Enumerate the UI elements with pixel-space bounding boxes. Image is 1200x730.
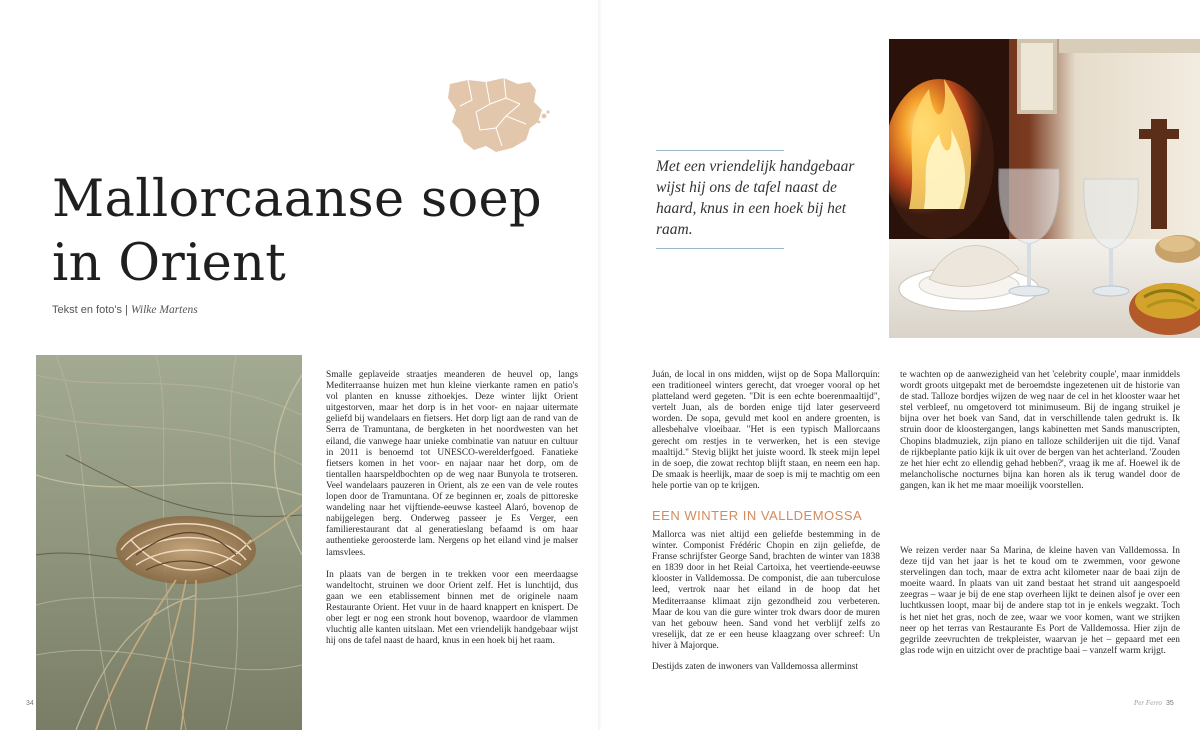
title-line-2: in Orient bbox=[52, 234, 287, 293]
fireplace-table-photo bbox=[889, 39, 1200, 338]
body-column-1 bbox=[326, 370, 578, 658]
paragraph: Mallorca was niet altijd een geliefde bestemming in de winter. Componist Frédéric Chopin en zijn geliefde, de Franse schrijfster George Sand, brachten de winter van 1838 en 1839 door in het Reial Cartoixa, het veertiende-eeuwse klooster in Valldemossa. De componist, die aan tuberculose leed, vertrok naar het eiland in de hoop dat het Mediterraanse klimaat zijn gezondheid zou verbeteren. Maar de kou van die gure winter trok dwars door de muren van het gebouw heen. Sand vond het verblijf zelfs zo vreselijk, dat ze er een heuse klaagzang over schreef: Un hiver à Majorque. bbox=[652, 530, 880, 651]
spain-map-illustration bbox=[446, 76, 550, 156]
page-number-right: 35 bbox=[1166, 700, 1174, 707]
body-column-3-end bbox=[900, 546, 1180, 668]
paragraph: Destijds zaten de inwoners van Valldemossa allerminst bbox=[652, 662, 859, 672]
body-column-2-section bbox=[652, 530, 880, 663]
paragraph: Smalle geplaveide straatjes meanderen de heuvel op, langs Mediterraanse huizen met hun kleine vierkante ramen en patio's vol planten en knusse zithoekjes. Deze winter lijkt Orient uitgestorven, maar het dorp is in het voor- en najaar uitermate geliefd bij wandelaars en fietsers. Het dorp ligt aan de rand van de Serra de Tramuntana, de bergketen in het noordwesten van het eiland, die vanwege haar unieke combinatie van natuur en cultuur in 2011 is benoemd tot UNESCO-werelderfgoed. Fanatieke fietsers komen in het voor- en najaar naar het dorp, om de tientallen haarspeldbochten op de weg naar Bunyola te trotseren. Veel wandelaars pauzeren in Orient, als ze een van de vele routes lopen door de Tramuntana. Of ze beginnen er, zoals de pittoreske wandeling naar het vijftiende-eeuwse kasteel Alaró, bovenop de nabijgelegen berg. Onderweg passeer je Es Verger, een familierestaurant dat al generatieslang befaamd is om haar authentieke geroosterde lam. Nergens op het eiland vind je malser lamsvlees. bbox=[326, 370, 578, 558]
body-column-2-end bbox=[652, 662, 880, 684]
author-credit bbox=[52, 304, 198, 316]
body-column-2 bbox=[652, 370, 880, 503]
article-title bbox=[52, 168, 572, 296]
page-gutter bbox=[598, 0, 602, 730]
title-line-1: Mallorcaanse soep bbox=[52, 170, 542, 229]
paragraph: We reizen verder naar Sa Marina, de kleine haven van Valldemossa. In deze tijd van het jaar is het te koud om te zwemmen, voor gewone stervelingen dan toch, maar de extra acht kilometer naar de baai zijn de moeite waard. In plaats van uit zand bestaat het strand uit aangespoeld zeegras – waar je bij de ene stap overheen lijkt te deinen alsof je over een luchtkussen loopt, maar bij de andere stap tot in je enkels wegzakt. Toch is het niet het gras, noch de zee, waar we voor komen, want we strijken neer op het terras van Restaurante Es Port de Valldemossa. Hier zijn de gegrilde zeevruchten de trekpleister, waarvan je het – gepaard met een glas rode wijn en uitzicht over de prachtige baai – vanzelf warm krijgt. bbox=[900, 546, 1180, 656]
paragraph: te wachten op de aanwezigheid van het 'celebrity couple', maar inmiddels wordt groots uitgepakt met de beroemdste ingezetenen uit de historie van de stad. Talloze bordjes wijzen de weg naar de cel in het klooster waar het stel verbleef, nu omgetoverd tot minimuseum. Bij de ingang struikel je bijna over het boek van Sand, dat in verschillende talen gedrukt is. Ik struin door de kloostergangen, langs kabinetten met Sands manuscripten, Chopins bladmuziek, zijn piano en talloze schilderijen uit die tijd. Vanaf de rijkbeplante patio kijk ik uit over de bergen van het achterland. 'Zouden ze het hier echt zo ellendig gehad hebben?', vraag ik me af. Hoewel ik de melancholische nocturnes bijna kan horen als ik terug wandel door de gangen, kan ik het me maar moeilijk voorstellen. bbox=[900, 370, 1180, 491]
quote-rule-top bbox=[656, 150, 784, 151]
section-heading-valldemossa: EEN WINTER IN VALLDEMOSSA bbox=[652, 508, 863, 523]
credit-author: Wilke Martens bbox=[130, 304, 198, 316]
credit-label: Tekst en foto's | bbox=[52, 304, 128, 316]
page-number-left: 34 bbox=[26, 700, 34, 707]
seagrass-photo bbox=[36, 355, 302, 730]
paragraph: In plaats van de bergen in te trekken voor een meerdaagse wandeltocht, struinen we door Orient zelf. Het is lunchtijd, dus gaan we een etablissement binnen met de originele naam Restaurante Orient. Het vuur in de haard knappert en knispert. De ober legt er nog een stronk hout bovenop, waardoor de vlammen vluchtig alle kanten uitslaan. Met een vriendelijk handgebaar wijst hij ons de tafel naast de haard, knus in een hoek bij het raam. bbox=[326, 569, 578, 647]
pull-quote: Met een vriendelijk handgebaar wijst hij ons de tafel naast de haard, knus in een hoek bij het raam. bbox=[656, 158, 855, 238]
quote-rule-bottom bbox=[656, 248, 784, 249]
paragraph: Juán, de local in ons midden, wijst op de Sopa Mallorquín: een traditioneel winters gerecht, dat vroeger vooral op het platteland werd gegeten. "Dit is een echte boerenmaaltijd", vertelt Juan, als de borden enige tijd later geserveerd worden. De sopa, gevuld met kool en andere groenten, is allesbehalve vloeibaar. "Het is een typisch Mallorcaans gerecht om restjes in te verwerken, het is een stevige maaltijd." Stevig blijkt het juiste woord. Ik steek mijn lepel in de soep, die zowat rechtop blijft staan, en neem een hap. De smaak is heerlijk, maar de soep is mij te machtig om een hele portie van op te krijgen. bbox=[652, 370, 880, 491]
body-column-3 bbox=[900, 370, 1180, 503]
footer-publication-name: Per Ferro bbox=[1134, 699, 1162, 707]
